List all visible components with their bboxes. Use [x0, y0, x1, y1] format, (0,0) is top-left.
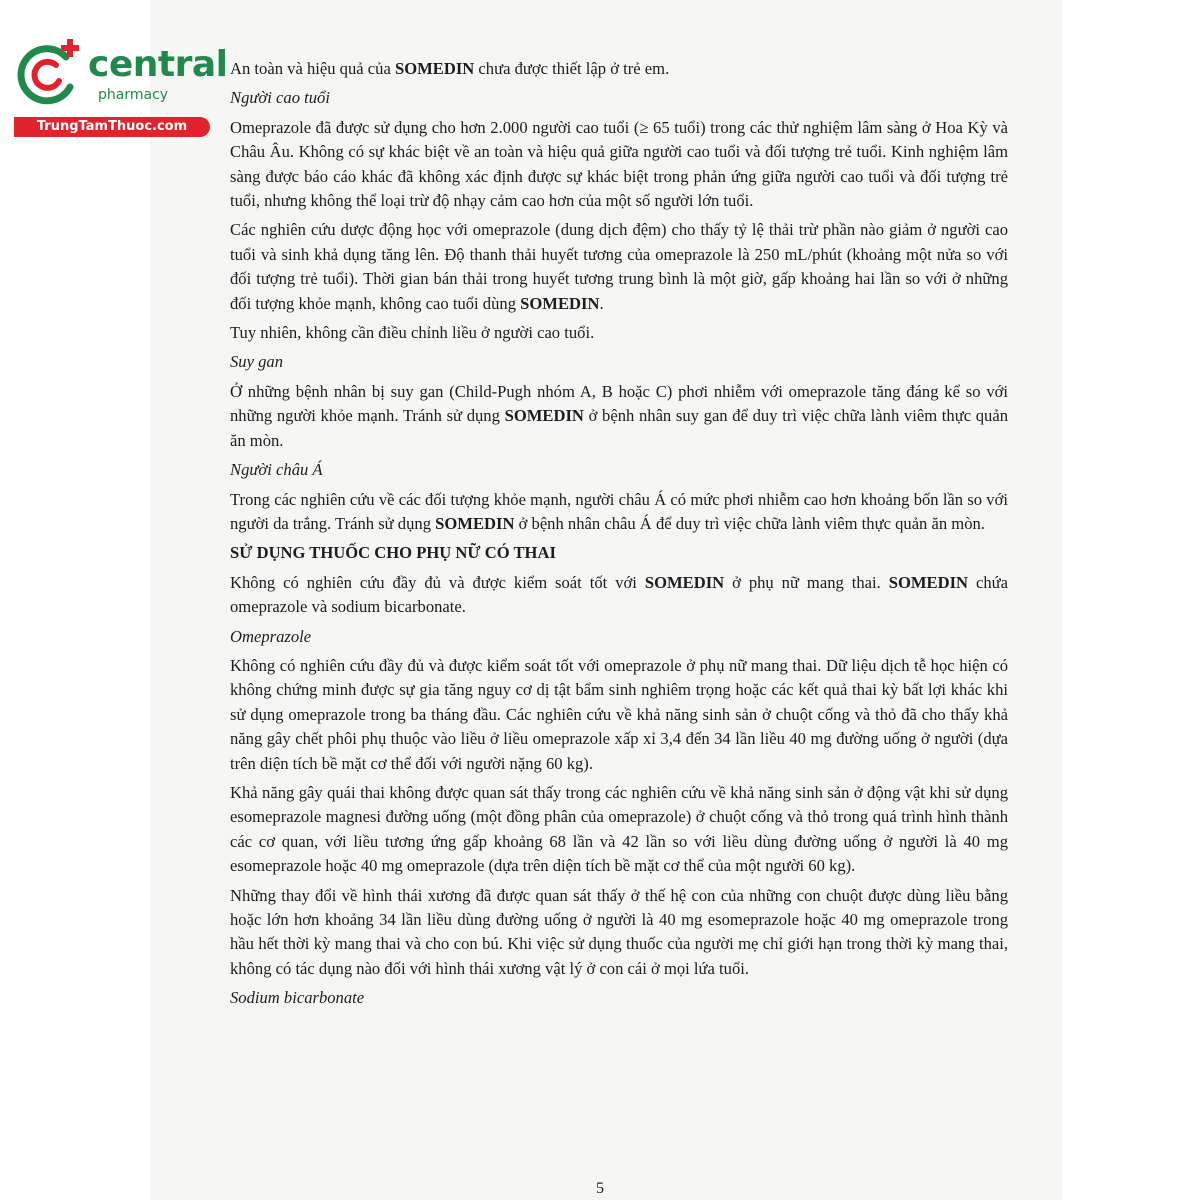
- subheading-sodium-bicarbonate: Sodium bicarbonate: [230, 988, 365, 1008]
- logo-brand-text: central: [88, 44, 228, 85]
- paragraph-elderly-1: Omeprazole đã được sử dụng cho hơn 2.000 người cao tuổi (≥ 65 tuổi) trong các thử nghiệm lâm sàng ở Hoa Kỳ và Châu Âu. Không có sự khác biệt về an toàn và hiệu quả giữa người cao tuổi và đối tượng trẻ tuổi. Kinh nghiệm lâm sàng được báo cáo khác đã không xác định được sự khác biệt trong phản ứng giữa người cao tuổi và đối tượng trẻ tuổi, nhưng không thể loại trừ độ nhạy cảm cao hơn của một số người lớn tuổi.: [230, 117, 1008, 211]
- logo-site-band: TrungTamThuoc.com: [14, 117, 210, 137]
- drug-name: SOMEDIN: [394, 59, 475, 78]
- paragraph-children-safety: An toàn và hiệu quả của SOMEDIN chưa được thiết lập ở trẻ em.: [230, 59, 670, 78]
- subheading-liver: Suy gan: [230, 352, 283, 372]
- paragraph-omeprazole-1: Không có nghiên cứu đầy đủ và được kiểm soát tốt với omeprazole ở phụ nữ mang thai. Dữ liệu dịch tễ học hiện có không chứng minh được sự gia tăng nguy cơ dị tật bẩm sinh nghiêm trọng hoặc các kết quả thai kỳ bất lợi khác khi sử dụng omeprazole trong ba tháng đầu. Các nghiên cứu về khả năng sinh sản ở chuột cống và thỏ đã cho thấy khả năng gây chết phôi phụ thuộc vào liều ở liều omeprazole xấp xỉ 3,4 đến 34 lần liều 40 mg đường uống ở người (dựa trên diện tích bề mặt cơ thể đối với người nặng 60 kg).: [230, 655, 1008, 773]
- drug-name: SOMEDIN: [520, 293, 600, 313]
- central-pharmacy-logo[interactable]: [10, 35, 228, 140]
- document-body: [230, 57, 1008, 1016]
- logo-sub-text: pharmacy: [98, 87, 169, 103]
- subheading-asian: Người châu Á: [230, 460, 323, 480]
- paragraph-pregnancy-intro: Không có nghiên cứu đầy đủ và được kiểm soát tốt với SOMEDIN ở phụ nữ mang thai. SOMEDIN chứa omeprazole và sodium bicarbonate.: [230, 572, 1009, 617]
- subheading-omeprazole: Omeprazole: [230, 626, 312, 646]
- central-pharmacy-logo-icon: [10, 35, 92, 117]
- drug-name: SOMEDIN: [435, 513, 515, 533]
- paragraph-omeprazole-3: Những thay đổi về hình thái xương đã được quan sát thấy ở thế hệ con của những con chuột được dùng liều bằng hoặc lớn hơn khoảng 34 lần liều dùng đường uống ở người là 40 mg esomeprazole hoặc 40 mg omeprazole trong hầu hết thời kỳ mang thai và cho con bú. Khi việc sử dụng thuốc của người mẹ chỉ giới hạn trong thời kỳ mang thai, không có tác dụng nào đối với hình thái xương vật lý ở con cái ở mọi lứa tuổi.: [230, 885, 1008, 978]
- drug-name: SOMEDIN: [644, 572, 725, 592]
- page-number: 5: [596, 1180, 604, 1197]
- paragraph-elderly-3: Tuy nhiên, không cần điều chỉnh liều ở người cao tuổi.: [230, 323, 595, 343]
- paragraph-liver: Ở những bệnh nhân bị suy gan (Child-Pugh nhóm A, B hoặc C) phơi nhiễm với omeprazole tăng đáng kể so với những người khỏe mạnh. Tránh sử dụng SOMEDIN ở bệnh nhân suy gan để duy trì việc chữa lành viêm thực quản ăn mòn.: [230, 381, 1008, 450]
- paragraph-elderly-2: Các nghiên cứu dược động học với omeprazole (dung dịch đệm) cho thấy tỷ lệ thải trừ phần nào giảm ở người cao tuổi và sinh khả dụng tăng lên. Độ thanh thải huyết tương của omeprazole là 250 mL/phút (khoảng một nửa so với đối tượng trẻ tuổi). Thời gian bán thải trong huyết tương trung bình là một giờ, gấp khoảng hai lần so với ở những đối tượng khỏe mạnh, không cao tuổi dùng SOMEDIN.: [230, 220, 1008, 313]
- subheading-elderly: Người cao tuổi: [230, 88, 330, 108]
- drug-name: SOMEDIN: [888, 572, 969, 592]
- section-heading-pregnancy: SỬ DỤNG THUỐC CHO PHỤ NỮ CÓ THAI: [230, 543, 556, 563]
- paragraph-omeprazole-2: Khả năng gây quái thai không được quan sát thấy trong các nghiên cứu về khả năng sinh sản ở động vật khi sử dụng esomeprazole magnesi đường uống (một đồng phân của omeprazole) ở chuột cống và thỏ trong quá trình hình thành các cơ quan, với liều tương ứng gấp khoảng 68 lần và 42 lần so với liều dùng đường uống ở người là 40 mg esomeprazole hoặc 40 mg omeprazole (dựa trên diện tích bề mặt cơ thể của một người 60 kg).: [230, 782, 1008, 876]
- drug-name: SOMEDIN: [504, 406, 584, 426]
- paragraph-asian: Trong các nghiên cứu về các đối tượng khỏe mạnh, người châu Á có mức phơi nhiễm cao hơn khoảng bốn lần so với người da trắng. Tránh sử dụng SOMEDIN ở bệnh nhân châu Á để duy trì việc chữa lành viêm thực quản ăn mòn.: [230, 489, 1008, 533]
